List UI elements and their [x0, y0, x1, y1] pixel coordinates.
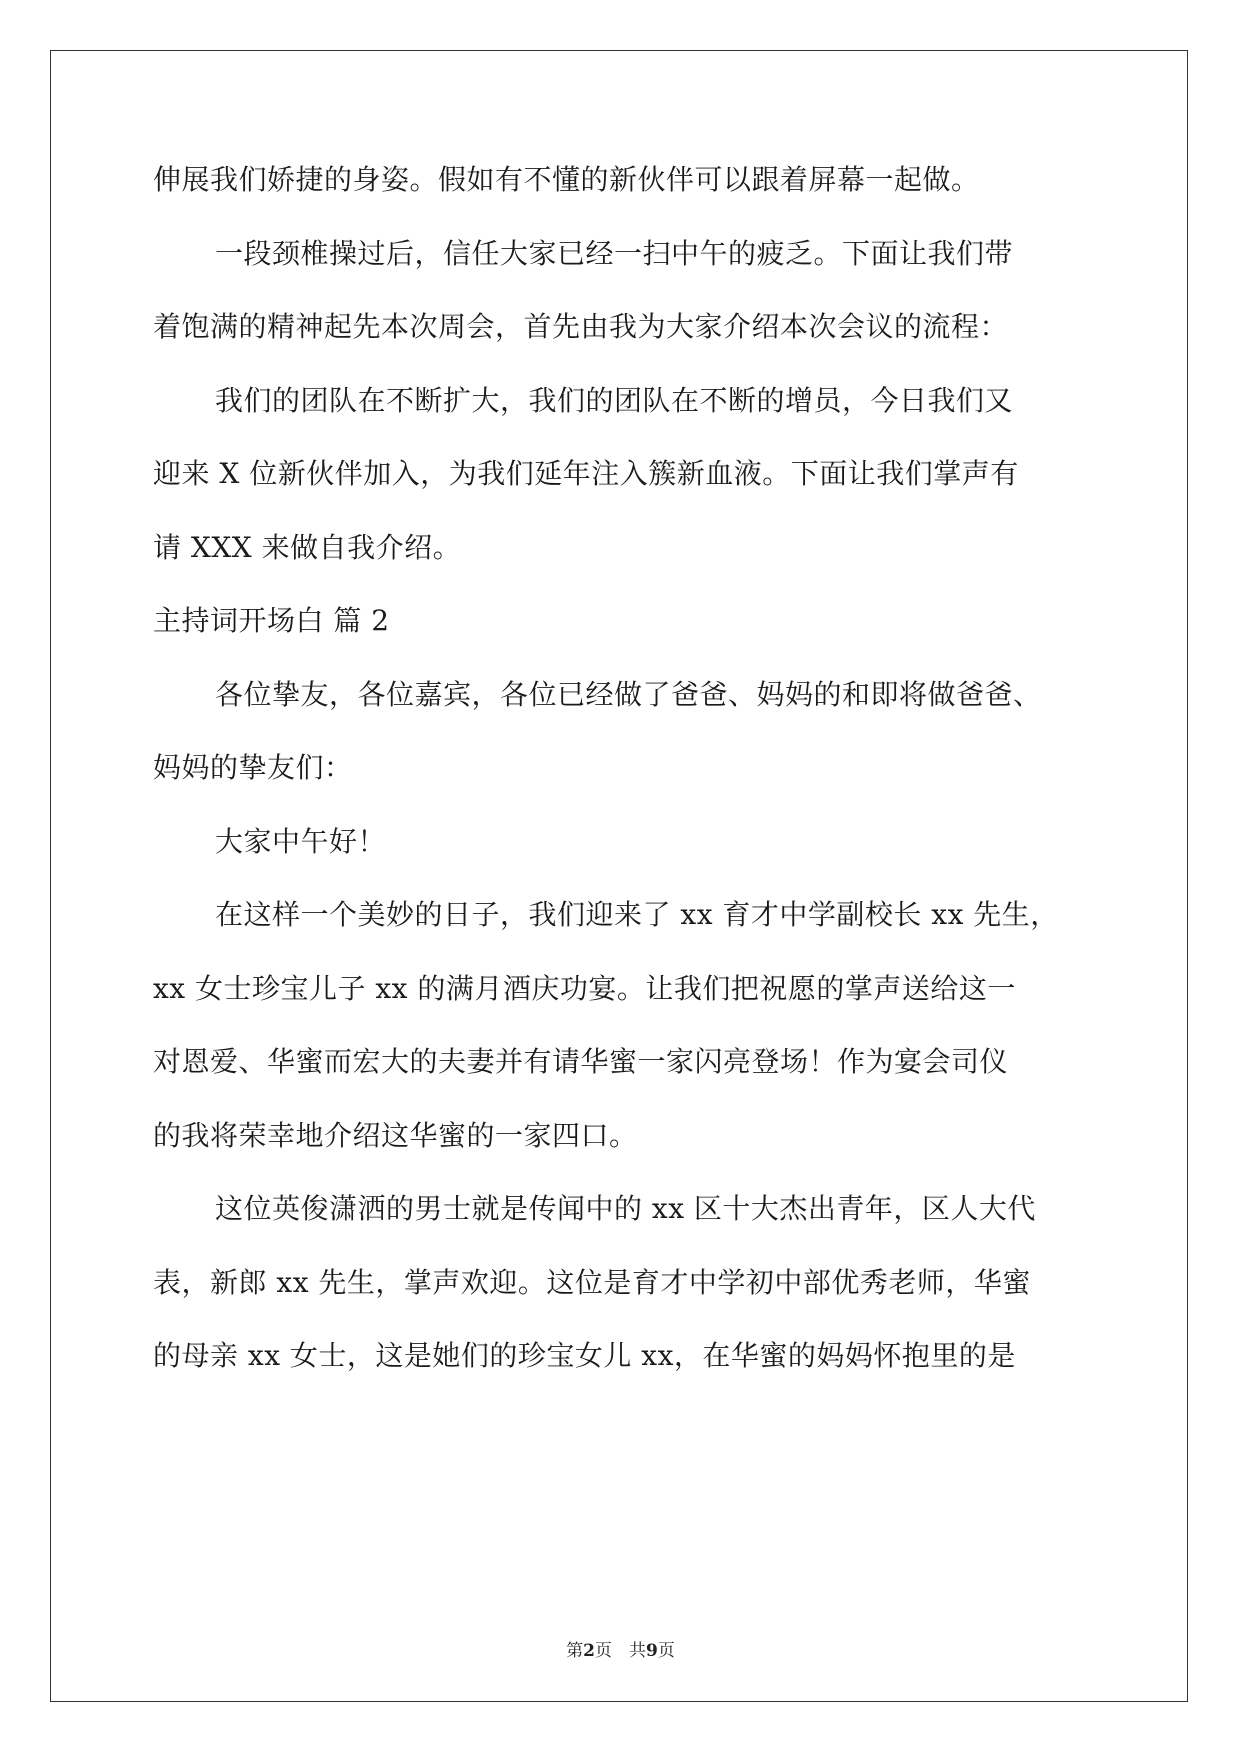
total-page-number: 9 [646, 1641, 658, 1661]
paragraph-start: 这位英俊潇洒的男士就是传闻中的 xx 区十大杰出青年，区人大代 [215, 1192, 1036, 1225]
paragraph-start: 各位挚友，各位嘉宾，各位已经做了爸爸、妈妈的和即将做爸爸、 [215, 678, 1042, 711]
footer-mid: 页 共 [595, 1641, 646, 1661]
section-heading: 主持词开场白 篇 2 [153, 604, 390, 637]
text-line: 的母亲 xx 女士，这是她们的珍宝女儿 xx，在华蜜的妈妈怀抱里的是 [153, 1339, 1016, 1372]
text-line: xx 女士珍宝儿子 xx 的满月酒庆功宴。让我们把祝愿的掌声送给这一 [153, 972, 1016, 1005]
footer-suffix: 页 [657, 1641, 675, 1661]
text-line: 请 XXX 来做自我介绍。 [153, 531, 462, 564]
text-line: 表，新郎 xx 先生，掌声欢迎。这位是育才中学初中部优秀老师，华蜜 [153, 1266, 1031, 1299]
paragraph-start: 大家中午好！ [215, 825, 387, 858]
current-page-number: 2 [583, 1641, 595, 1661]
text-line: 着饱满的精神起先本次周会，首先由我为大家介绍本次会议的流程： [153, 310, 1009, 343]
paragraph-start: 我们的团队在不断扩大，我们的团队在不断的增员，今日我们又 [215, 384, 1014, 417]
text-line: 对恩爱、华蜜而宏大的夫妻并有请华蜜一家闪亮登场！作为宴会司仪 [153, 1045, 1009, 1078]
text-line: 的我将荣幸地介绍这华蜜的一家四口。 [153, 1119, 638, 1152]
paragraph-start: 在这样一个美妙的日子，我们迎来了 xx 育才中学副校长 xx 先生， [215, 898, 1059, 931]
text-line: 妈妈的挚友们： [153, 751, 353, 784]
text-line: 伸展我们娇捷的身姿。假如有不懂的新伙伴可以跟着屏幕一起做。 [153, 163, 980, 196]
paragraph-start: 一段颈椎操过后，信任大家已经一扫中午的疲乏。下面让我们带 [215, 237, 1014, 270]
text-line: 迎来 X 位新伙伴加入，为我们延年注入簇新血液。下面让我们掌声有 [153, 457, 1019, 490]
page-footer [0, 1640, 1241, 1662]
page-border [50, 50, 1188, 1702]
footer-prefix: 第 [566, 1641, 584, 1661]
